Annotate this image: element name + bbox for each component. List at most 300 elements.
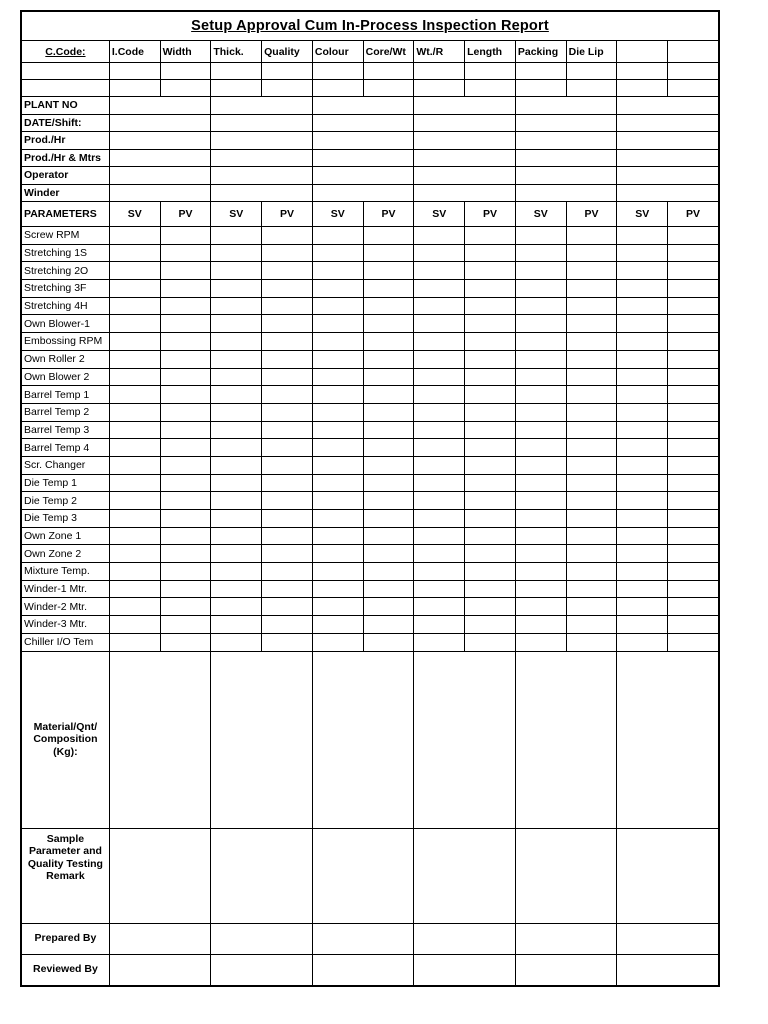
parameter-value-cell[interactable]: [668, 333, 719, 351]
parameter-value-cell[interactable]: [465, 368, 516, 386]
parameter-value-cell[interactable]: [668, 280, 719, 298]
parameter-value-cell[interactable]: [617, 403, 668, 421]
info-entry-cell[interactable]: [109, 114, 211, 132]
parameter-value-cell[interactable]: [160, 333, 211, 351]
parameter-value-cell[interactable]: [668, 456, 719, 474]
parameter-value-cell[interactable]: [312, 510, 363, 528]
parameter-value-cell[interactable]: [363, 297, 414, 315]
parameter-value-cell[interactable]: [262, 492, 313, 510]
parameter-value-cell[interactable]: [515, 456, 566, 474]
parameter-value-cell[interactable]: [211, 280, 262, 298]
parameter-value-cell[interactable]: [566, 545, 617, 563]
parameter-value-cell[interactable]: [617, 421, 668, 439]
parameter-value-cell[interactable]: [465, 492, 516, 510]
parameter-value-cell[interactable]: [211, 563, 262, 581]
parameter-value-cell[interactable]: [515, 474, 566, 492]
parameter-value-cell[interactable]: [109, 333, 160, 351]
parameter-value-cell[interactable]: [515, 368, 566, 386]
parameter-value-cell[interactable]: [262, 580, 313, 598]
parameter-value-cell[interactable]: [414, 545, 465, 563]
parameter-value-cell[interactable]: [211, 262, 262, 280]
parameter-value-cell[interactable]: [211, 403, 262, 421]
parameter-value-cell[interactable]: [160, 386, 211, 404]
parameter-value-cell[interactable]: [160, 280, 211, 298]
parameter-value-cell[interactable]: [363, 510, 414, 528]
parameter-value-cell[interactable]: [414, 598, 465, 616]
product-entry-cell[interactable]: [22, 63, 110, 80]
sample-entry-cell[interactable]: [109, 828, 211, 923]
parameter-value-cell[interactable]: [160, 262, 211, 280]
material-entry-cell[interactable]: [109, 651, 211, 828]
parameter-value-cell[interactable]: [515, 333, 566, 351]
prepared-by-cell[interactable]: [617, 923, 719, 954]
parameter-value-cell[interactable]: [414, 297, 465, 315]
reviewed-by-cell[interactable]: [515, 954, 617, 985]
parameter-value-cell[interactable]: [465, 510, 516, 528]
parameter-value-cell[interactable]: [312, 545, 363, 563]
parameter-value-cell[interactable]: [262, 439, 313, 457]
parameter-value-cell[interactable]: [668, 545, 719, 563]
parameter-value-cell[interactable]: [414, 368, 465, 386]
parameter-value-cell[interactable]: [566, 439, 617, 457]
parameter-value-cell[interactable]: [617, 545, 668, 563]
product-entry-cell[interactable]: [515, 80, 566, 97]
parameter-value-cell[interactable]: [465, 474, 516, 492]
parameter-value-cell[interactable]: [109, 315, 160, 333]
parameter-value-cell[interactable]: [414, 527, 465, 545]
parameter-value-cell[interactable]: [566, 368, 617, 386]
parameter-value-cell[interactable]: [109, 474, 160, 492]
material-entry-cell[interactable]: [515, 651, 617, 828]
parameter-value-cell[interactable]: [566, 563, 617, 581]
info-entry-cell[interactable]: [617, 114, 719, 132]
parameter-value-cell[interactable]: [566, 456, 617, 474]
product-entry-cell[interactable]: [211, 80, 262, 97]
parameter-value-cell[interactable]: [262, 262, 313, 280]
parameter-value-cell[interactable]: [465, 403, 516, 421]
parameter-value-cell[interactable]: [262, 227, 313, 245]
parameter-value-cell[interactable]: [262, 545, 313, 563]
product-entry-cell[interactable]: [211, 63, 262, 80]
parameter-value-cell[interactable]: [160, 350, 211, 368]
parameter-value-cell[interactable]: [211, 439, 262, 457]
parameter-value-cell[interactable]: [312, 580, 363, 598]
parameter-value-cell[interactable]: [668, 386, 719, 404]
parameter-value-cell[interactable]: [312, 280, 363, 298]
parameter-value-cell[interactable]: [109, 421, 160, 439]
parameter-value-cell[interactable]: [262, 403, 313, 421]
parameter-value-cell[interactable]: [566, 227, 617, 245]
parameter-value-cell[interactable]: [211, 297, 262, 315]
parameter-value-cell[interactable]: [617, 297, 668, 315]
parameter-value-cell[interactable]: [566, 421, 617, 439]
info-entry-cell[interactable]: [211, 184, 313, 202]
parameter-value-cell[interactable]: [160, 227, 211, 245]
parameter-value-cell[interactable]: [515, 244, 566, 262]
parameter-value-cell[interactable]: [465, 633, 516, 651]
parameter-value-cell[interactable]: [109, 439, 160, 457]
parameter-value-cell[interactable]: [211, 244, 262, 262]
parameter-value-cell[interactable]: [465, 333, 516, 351]
parameter-value-cell[interactable]: [312, 262, 363, 280]
reviewed-by-cell[interactable]: [617, 954, 719, 985]
product-entry-cell[interactable]: [312, 63, 363, 80]
parameter-value-cell[interactable]: [262, 633, 313, 651]
parameter-value-cell[interactable]: [109, 368, 160, 386]
info-entry-cell[interactable]: [109, 184, 211, 202]
parameter-value-cell[interactable]: [211, 474, 262, 492]
parameter-value-cell[interactable]: [109, 262, 160, 280]
parameter-value-cell[interactable]: [109, 545, 160, 563]
product-entry-cell[interactable]: [465, 80, 516, 97]
parameter-value-cell[interactable]: [515, 527, 566, 545]
info-entry-cell[interactable]: [414, 167, 516, 185]
parameter-value-cell[interactable]: [566, 403, 617, 421]
parameter-value-cell[interactable]: [211, 333, 262, 351]
parameter-value-cell[interactable]: [566, 510, 617, 528]
parameter-value-cell[interactable]: [668, 244, 719, 262]
parameter-value-cell[interactable]: [160, 598, 211, 616]
parameter-value-cell[interactable]: [515, 297, 566, 315]
parameter-value-cell[interactable]: [160, 474, 211, 492]
prepared-by-cell[interactable]: [109, 923, 211, 954]
info-entry-cell[interactable]: [211, 97, 313, 115]
parameter-value-cell[interactable]: [617, 262, 668, 280]
parameter-value-cell[interactable]: [262, 510, 313, 528]
parameter-value-cell[interactable]: [312, 633, 363, 651]
parameter-value-cell[interactable]: [363, 227, 414, 245]
parameter-value-cell[interactable]: [566, 474, 617, 492]
parameter-value-cell[interactable]: [668, 368, 719, 386]
parameter-value-cell[interactable]: [617, 563, 668, 581]
parameter-value-cell[interactable]: [617, 333, 668, 351]
parameter-value-cell[interactable]: [668, 474, 719, 492]
parameter-value-cell[interactable]: [515, 598, 566, 616]
info-entry-cell[interactable]: [109, 97, 211, 115]
parameter-value-cell[interactable]: [465, 527, 516, 545]
parameter-value-cell[interactable]: [414, 456, 465, 474]
parameter-value-cell[interactable]: [160, 297, 211, 315]
reviewed-by-cell[interactable]: [414, 954, 516, 985]
parameter-value-cell[interactable]: [617, 456, 668, 474]
parameter-value-cell[interactable]: [465, 421, 516, 439]
parameter-value-cell[interactable]: [262, 527, 313, 545]
parameter-value-cell[interactable]: [566, 633, 617, 651]
sample-entry-cell[interactable]: [312, 828, 414, 923]
parameter-value-cell[interactable]: [211, 598, 262, 616]
parameter-value-cell[interactable]: [566, 386, 617, 404]
info-entry-cell[interactable]: [312, 184, 414, 202]
parameter-value-cell[interactable]: [414, 262, 465, 280]
parameter-value-cell[interactable]: [109, 563, 160, 581]
parameter-value-cell[interactable]: [566, 527, 617, 545]
parameter-value-cell[interactable]: [414, 333, 465, 351]
parameter-value-cell[interactable]: [160, 421, 211, 439]
sample-entry-cell[interactable]: [211, 828, 313, 923]
parameter-value-cell[interactable]: [262, 297, 313, 315]
parameter-value-cell[interactable]: [668, 403, 719, 421]
parameter-value-cell[interactable]: [262, 244, 313, 262]
parameter-value-cell[interactable]: [515, 492, 566, 510]
info-entry-cell[interactable]: [515, 97, 617, 115]
parameter-value-cell[interactable]: [211, 545, 262, 563]
material-entry-cell[interactable]: [211, 651, 313, 828]
parameter-value-cell[interactable]: [312, 456, 363, 474]
info-entry-cell[interactable]: [515, 132, 617, 150]
parameter-value-cell[interactable]: [211, 421, 262, 439]
parameter-value-cell[interactable]: [465, 315, 516, 333]
parameter-value-cell[interactable]: [617, 474, 668, 492]
parameter-value-cell[interactable]: [160, 244, 211, 262]
prepared-by-cell[interactable]: [312, 923, 414, 954]
parameter-value-cell[interactable]: [160, 439, 211, 457]
parameter-value-cell[interactable]: [414, 386, 465, 404]
info-entry-cell[interactable]: [312, 149, 414, 167]
parameter-value-cell[interactable]: [160, 563, 211, 581]
parameter-value-cell[interactable]: [668, 563, 719, 581]
parameter-value-cell[interactable]: [312, 421, 363, 439]
parameter-value-cell[interactable]: [312, 492, 363, 510]
parameter-value-cell[interactable]: [109, 616, 160, 634]
product-entry-cell[interactable]: [566, 80, 617, 97]
parameter-value-cell[interactable]: [515, 563, 566, 581]
parameter-value-cell[interactable]: [262, 616, 313, 634]
parameter-value-cell[interactable]: [617, 492, 668, 510]
parameter-value-cell[interactable]: [414, 227, 465, 245]
parameter-value-cell[interactable]: [312, 386, 363, 404]
product-entry-cell[interactable]: [617, 63, 668, 80]
parameter-value-cell[interactable]: [363, 545, 414, 563]
parameter-value-cell[interactable]: [617, 244, 668, 262]
parameter-value-cell[interactable]: [617, 633, 668, 651]
parameter-value-cell[interactable]: [262, 280, 313, 298]
parameter-value-cell[interactable]: [414, 580, 465, 598]
parameter-value-cell[interactable]: [312, 403, 363, 421]
parameter-value-cell[interactable]: [312, 368, 363, 386]
parameter-value-cell[interactable]: [566, 333, 617, 351]
parameter-value-cell[interactable]: [262, 598, 313, 616]
info-entry-cell[interactable]: [312, 97, 414, 115]
parameter-value-cell[interactable]: [363, 262, 414, 280]
info-entry-cell[interactable]: [617, 97, 719, 115]
parameter-value-cell[interactable]: [109, 350, 160, 368]
parameter-value-cell[interactable]: [109, 527, 160, 545]
parameter-value-cell[interactable]: [515, 315, 566, 333]
parameter-value-cell[interactable]: [312, 616, 363, 634]
parameter-value-cell[interactable]: [515, 280, 566, 298]
parameter-value-cell[interactable]: [262, 333, 313, 351]
parameter-value-cell[interactable]: [668, 580, 719, 598]
parameter-value-cell[interactable]: [566, 262, 617, 280]
parameter-value-cell[interactable]: [566, 580, 617, 598]
parameter-value-cell[interactable]: [566, 244, 617, 262]
parameter-value-cell[interactable]: [414, 439, 465, 457]
parameter-value-cell[interactable]: [414, 350, 465, 368]
parameter-value-cell[interactable]: [312, 350, 363, 368]
parameter-value-cell[interactable]: [211, 368, 262, 386]
parameter-value-cell[interactable]: [160, 510, 211, 528]
parameter-value-cell[interactable]: [109, 510, 160, 528]
parameter-value-cell[interactable]: [211, 456, 262, 474]
parameter-value-cell[interactable]: [363, 280, 414, 298]
parameter-value-cell[interactable]: [363, 368, 414, 386]
info-entry-cell[interactable]: [617, 184, 719, 202]
parameter-value-cell[interactable]: [211, 510, 262, 528]
parameter-value-cell[interactable]: [363, 244, 414, 262]
parameter-value-cell[interactable]: [363, 386, 414, 404]
parameter-value-cell[interactable]: [414, 280, 465, 298]
parameter-value-cell[interactable]: [566, 598, 617, 616]
parameter-value-cell[interactable]: [363, 580, 414, 598]
parameter-value-cell[interactable]: [566, 616, 617, 634]
parameter-value-cell[interactable]: [262, 368, 313, 386]
parameter-value-cell[interactable]: [668, 492, 719, 510]
parameter-value-cell[interactable]: [312, 563, 363, 581]
parameter-value-cell[interactable]: [312, 227, 363, 245]
product-entry-cell[interactable]: [515, 63, 566, 80]
parameter-value-cell[interactable]: [262, 386, 313, 404]
info-entry-cell[interactable]: [109, 149, 211, 167]
parameter-value-cell[interactable]: [465, 386, 516, 404]
parameter-value-cell[interactable]: [312, 297, 363, 315]
parameter-value-cell[interactable]: [668, 421, 719, 439]
info-entry-cell[interactable]: [414, 184, 516, 202]
parameter-value-cell[interactable]: [312, 244, 363, 262]
parameter-value-cell[interactable]: [515, 403, 566, 421]
product-entry-cell[interactable]: [668, 63, 719, 80]
parameter-value-cell[interactable]: [617, 350, 668, 368]
parameter-value-cell[interactable]: [262, 421, 313, 439]
parameter-value-cell[interactable]: [617, 368, 668, 386]
parameter-value-cell[interactable]: [211, 386, 262, 404]
parameter-value-cell[interactable]: [414, 474, 465, 492]
parameter-value-cell[interactable]: [566, 492, 617, 510]
prepared-by-cell[interactable]: [211, 923, 313, 954]
product-entry-cell[interactable]: [566, 63, 617, 80]
parameter-value-cell[interactable]: [109, 456, 160, 474]
parameter-value-cell[interactable]: [668, 350, 719, 368]
info-entry-cell[interactable]: [414, 132, 516, 150]
info-entry-cell[interactable]: [617, 149, 719, 167]
parameter-value-cell[interactable]: [414, 563, 465, 581]
parameter-value-cell[interactable]: [160, 492, 211, 510]
info-entry-cell[interactable]: [211, 149, 313, 167]
parameter-value-cell[interactable]: [515, 421, 566, 439]
info-entry-cell[interactable]: [211, 114, 313, 132]
parameter-value-cell[interactable]: [211, 492, 262, 510]
parameter-value-cell[interactable]: [617, 280, 668, 298]
parameter-value-cell[interactable]: [515, 439, 566, 457]
sample-entry-cell[interactable]: [515, 828, 617, 923]
parameter-value-cell[interactable]: [515, 580, 566, 598]
parameter-value-cell[interactable]: [414, 510, 465, 528]
parameter-value-cell[interactable]: [668, 315, 719, 333]
info-entry-cell[interactable]: [312, 114, 414, 132]
parameter-value-cell[interactable]: [617, 598, 668, 616]
parameter-value-cell[interactable]: [211, 527, 262, 545]
parameter-value-cell[interactable]: [160, 368, 211, 386]
parameter-value-cell[interactable]: [668, 527, 719, 545]
product-entry-cell[interactable]: [414, 63, 465, 80]
parameter-value-cell[interactable]: [312, 474, 363, 492]
parameter-value-cell[interactable]: [160, 545, 211, 563]
parameter-value-cell[interactable]: [414, 421, 465, 439]
parameter-value-cell[interactable]: [262, 474, 313, 492]
parameter-value-cell[interactable]: [414, 633, 465, 651]
info-entry-cell[interactable]: [515, 149, 617, 167]
info-entry-cell[interactable]: [414, 97, 516, 115]
product-entry-cell[interactable]: [109, 80, 160, 97]
product-entry-cell[interactable]: [363, 80, 414, 97]
product-entry-cell[interactable]: [414, 80, 465, 97]
info-entry-cell[interactable]: [515, 184, 617, 202]
parameter-value-cell[interactable]: [363, 633, 414, 651]
parameter-value-cell[interactable]: [668, 227, 719, 245]
info-entry-cell[interactable]: [312, 167, 414, 185]
parameter-value-cell[interactable]: [109, 297, 160, 315]
product-entry-cell[interactable]: [668, 80, 719, 97]
info-entry-cell[interactable]: [617, 167, 719, 185]
prepared-by-cell[interactable]: [414, 923, 516, 954]
parameter-value-cell[interactable]: [160, 456, 211, 474]
parameter-value-cell[interactable]: [465, 456, 516, 474]
parameter-value-cell[interactable]: [363, 403, 414, 421]
prepared-by-cell[interactable]: [515, 923, 617, 954]
parameter-value-cell[interactable]: [515, 262, 566, 280]
parameter-value-cell[interactable]: [617, 580, 668, 598]
parameter-value-cell[interactable]: [109, 598, 160, 616]
parameter-value-cell[interactable]: [363, 616, 414, 634]
product-entry-cell[interactable]: [22, 80, 110, 97]
parameter-value-cell[interactable]: [515, 227, 566, 245]
parameter-value-cell[interactable]: [465, 280, 516, 298]
parameter-value-cell[interactable]: [160, 616, 211, 634]
parameter-value-cell[interactable]: [109, 580, 160, 598]
parameter-value-cell[interactable]: [262, 563, 313, 581]
parameter-value-cell[interactable]: [363, 563, 414, 581]
product-entry-cell[interactable]: [262, 80, 313, 97]
parameter-value-cell[interactable]: [566, 297, 617, 315]
product-entry-cell[interactable]: [160, 80, 211, 97]
material-entry-cell[interactable]: [312, 651, 414, 828]
parameter-value-cell[interactable]: [414, 616, 465, 634]
parameter-value-cell[interactable]: [465, 580, 516, 598]
parameter-value-cell[interactable]: [109, 386, 160, 404]
parameter-value-cell[interactable]: [109, 633, 160, 651]
parameter-value-cell[interactable]: [617, 439, 668, 457]
parameter-value-cell[interactable]: [465, 545, 516, 563]
parameter-value-cell[interactable]: [515, 350, 566, 368]
parameter-value-cell[interactable]: [312, 315, 363, 333]
product-entry-cell[interactable]: [363, 63, 414, 80]
parameter-value-cell[interactable]: [515, 545, 566, 563]
parameter-value-cell[interactable]: [668, 616, 719, 634]
parameter-value-cell[interactable]: [465, 563, 516, 581]
parameter-value-cell[interactable]: [515, 510, 566, 528]
info-entry-cell[interactable]: [414, 149, 516, 167]
parameter-value-cell[interactable]: [617, 510, 668, 528]
info-entry-cell[interactable]: [312, 132, 414, 150]
parameter-value-cell[interactable]: [515, 616, 566, 634]
parameter-value-cell[interactable]: [363, 527, 414, 545]
reviewed-by-cell[interactable]: [109, 954, 211, 985]
parameter-value-cell[interactable]: [668, 510, 719, 528]
sample-entry-cell[interactable]: [617, 828, 719, 923]
parameter-value-cell[interactable]: [211, 227, 262, 245]
parameter-value-cell[interactable]: [312, 598, 363, 616]
info-entry-cell[interactable]: [515, 114, 617, 132]
parameter-value-cell[interactable]: [465, 244, 516, 262]
